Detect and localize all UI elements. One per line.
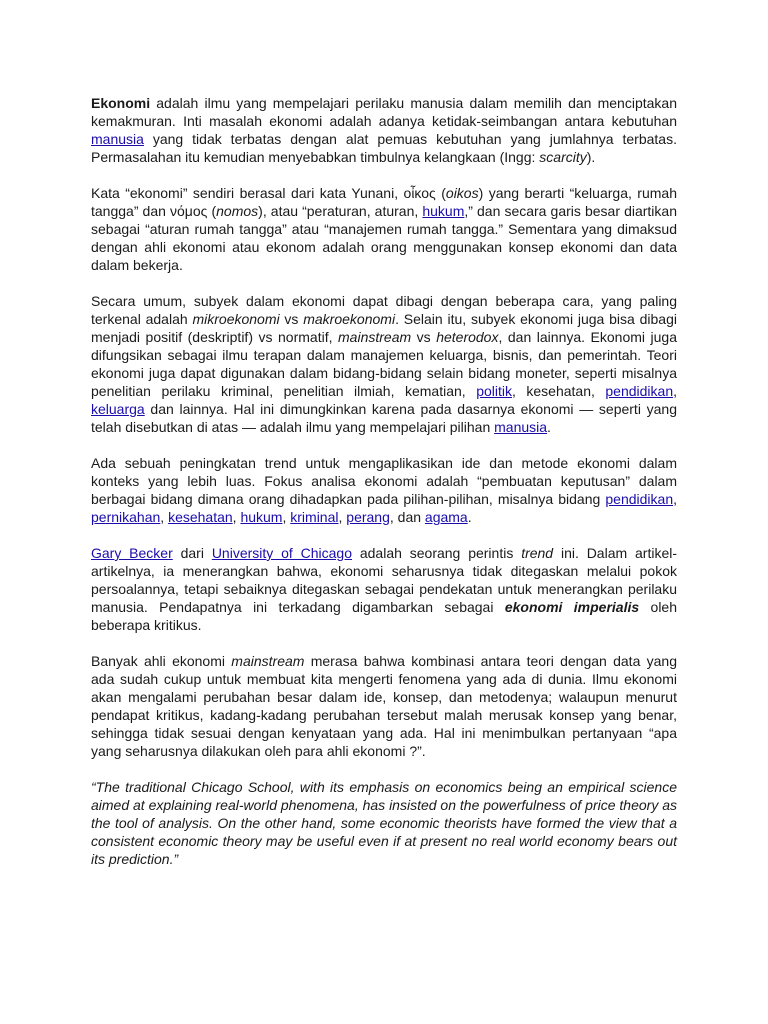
- term-mainstream: mainstream: [338, 329, 412, 345]
- text: yang tidak terbatas dengan alat pemuas kebutuhan yang jumlahnya terbatas. Permasalahan itu kemudian menyebabkan timbulnya kelangkaan (Ingg:: [91, 131, 677, 165]
- text: ), atau “peraturan, aturan,: [258, 203, 423, 219]
- term-heterodox: heterodox: [436, 329, 499, 345]
- text: ,: [673, 491, 677, 507]
- text: Banyak ahli ekonomi: [91, 653, 232, 669]
- text: ,: [673, 383, 677, 399]
- text: , kesehatan,: [511, 383, 606, 399]
- text: vs: [279, 311, 304, 327]
- text: ini. Dalam artikel-artikelnya, ia menerangkan bahwa, ekonomi seharusnya tidak ditegaskan melalui pokok persoalannya, tetapi sebaiknya ditegaskan sebagai pendekatan untuk menerangkan perilaku manusia. Pendapatnya ini terkadang digambarkan sebagai: [91, 545, 678, 615]
- text: ).: [586, 149, 596, 165]
- link-manusia[interactable]: manusia: [494, 419, 548, 435]
- text: . Selain itu, subyek ekonomi juga bisa dibagi menjadi positif (deskriptif) vs normatif,: [91, 311, 677, 345]
- term-nomos: nomos: [216, 203, 259, 219]
- text: dari: [172, 545, 212, 561]
- text: ,” dan secara garis besar diartikan sebagai “aturan rumah tangga” atau “manajemen rumah tangga.” Sementara yang dimaksud dengan ahli ekonomi atau ekonom adalah orang menggunakan konsep ekonomi dan data dalam bekerja.: [91, 203, 677, 273]
- paragraph-becker: [91, 544, 677, 634]
- link-hukum[interactable]: hukum: [240, 509, 283, 525]
- text: adalah ilmu yang mempelajari perilaku manusia dalam memilih dan menciptakan kemakmuran. Inti masalah ekonomi adalah adanya ketidak-seimbangan antara kebutuhan: [91, 95, 677, 129]
- text: .: [547, 419, 551, 435]
- text: Ada sebuah peningkatan trend untuk mengaplikasikan ide dan metode ekonomi dalam konteks yang lebih luas. Fokus analisa ekonomi adalah “pembuatan keputusan” dalam berbagai bidang dimana orang dihadapkan pada pilihan-pilihan, misalnya bidang: [91, 455, 677, 507]
- term-ekonomi: Ekonomi: [91, 95, 151, 111]
- text: ,: [160, 509, 169, 525]
- term-mainstream: mainstream: [231, 653, 305, 669]
- text: ,: [338, 509, 347, 525]
- link-hukum[interactable]: hukum: [422, 203, 465, 219]
- text: ,: [232, 509, 241, 525]
- paragraph-trend: [91, 454, 677, 526]
- text: adalah seorang perintis: [352, 545, 522, 561]
- link-pendidikan[interactable]: pendidikan: [605, 383, 674, 399]
- term-oikos: oikos: [445, 185, 479, 201]
- term-trend: trend: [521, 545, 554, 561]
- link-pendidikan[interactable]: pendidikan: [605, 491, 674, 507]
- term-mikroekonomi: mikroekonomi: [192, 311, 280, 327]
- text: Secara umum, subyek dalam ekonomi dapat dibagi dengan beberapa cara, yang paling terkenal adalah: [91, 293, 677, 327]
- link-gary-becker[interactable]: Gary Becker: [91, 545, 173, 561]
- link-politik[interactable]: politik: [476, 383, 512, 399]
- link-university-of-chicago[interactable]: University of Chicago: [211, 545, 353, 561]
- link-keluarga[interactable]: keluarga: [91, 401, 145, 417]
- text: vs: [411, 329, 437, 345]
- link-manusia[interactable]: manusia: [91, 131, 144, 147]
- paragraph-definition: [91, 94, 677, 166]
- paragraph-etymology: [91, 184, 677, 274]
- chicago-school-quote: “The traditional Chicago School, with its emphasis on economics being an empirical science aimed at explaining real-world phenomena, has insisted on the powerfulness of price theory as the tool of analysis. On the other hand, some economic theorists have formed the view that a consistent economic theory may be useful even if at present no real world economy bears out its prediction.”: [91, 779, 678, 867]
- paragraph-mainstream: [91, 652, 677, 760]
- paragraph-subjects: [91, 292, 677, 436]
- text: merasa bahwa kombinasi antara teori dengan data yang ada sudah cukup untuk membuat kita mengerti fenomena yang ada di dunia. Ilmu ekonomi akan mengalami perubahan besar dalam ide, konsep, dan metodenya; walaupun menurut pendapat kritikus, kadang-kadang perubahan tersebut malah merusak konsep yang benar, sehingga tidak sesuai dengan kenyataan yang ada. Hal ini menimbulkan pertanyaan “apa yang seharusnya dilakukan oleh para ahli ekonomi ?”.: [91, 653, 678, 759]
- term-ekonomi-imperialis: ekonomi imperialis: [504, 599, 640, 615]
- link-kriminal[interactable]: kriminal: [290, 509, 339, 525]
- text: Kata “ekonomi” sendiri berasal dari kata Yunani, οἶκος (: [91, 185, 446, 201]
- link-pernikahan[interactable]: pernikahan: [91, 509, 161, 525]
- link-kesehatan[interactable]: kesehatan: [168, 509, 233, 525]
- link-agama[interactable]: agama: [424, 509, 468, 525]
- term-scarcity: scarcity: [539, 149, 587, 165]
- text: , dan lainnya. Ekonomi juga difungsikan sebagai ilmu terapan dalam manajemen keluarga, bisnis, dan pemerintah. Teori ekonomi juga dapat digunakan dalam bidang-bidang selain bidang moneter, seperti misalnya penelitian perilaku kriminal, penelitian ilmiah, kematian,: [91, 329, 678, 399]
- text: oleh beberapa kritikus.: [91, 599, 678, 633]
- text: , dan: [389, 509, 425, 525]
- text: ,: [282, 509, 291, 525]
- link-perang[interactable]: perang: [346, 509, 390, 525]
- text: .: [467, 509, 472, 525]
- text: dan lainnya. Hal ini dimungkinkan karena pada dasarnya ekonomi — seperti yang telah disebutkan di atas — adalah ilmu yang mempelajari pilihan: [91, 401, 677, 435]
- text: ) yang berarti “keluarga, rumah tangga” dan νόμος (: [91, 185, 677, 219]
- term-makroekonomi: makroekonomi: [303, 311, 396, 327]
